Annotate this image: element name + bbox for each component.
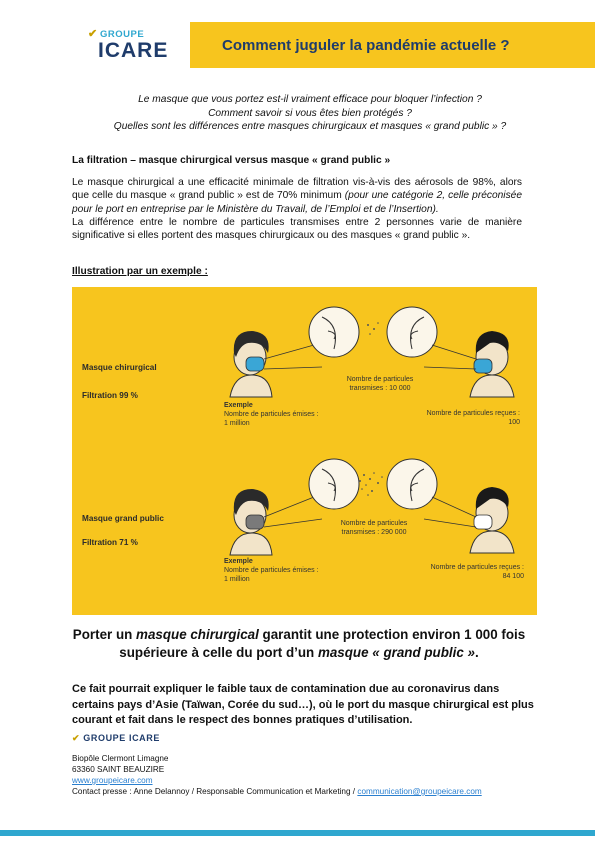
received-label: Nombre de particules reçues : [426, 410, 520, 417]
emitted-value: 1 million [224, 420, 250, 427]
received-value: 100 [508, 419, 520, 426]
example-label: Exemple [224, 558, 253, 565]
bottom-transmitted-label: Nombre de particules transmises : 290 000 [340, 520, 408, 536]
section-body [72, 176, 522, 242]
bottom-mask-label: Masque grand public [82, 514, 164, 523]
example-label: Exemple [224, 402, 253, 409]
bottom-zoom-circles [264, 459, 476, 527]
top-person-right [470, 331, 514, 397]
footer-logo-text: GROUPE ICARE [83, 733, 160, 743]
address-line-1: Biopôle Clermont Limagne [72, 754, 169, 763]
conclusion-text: . [474, 645, 479, 660]
intro-line: Le masque que vous portez est-il vraiment efficace pour bloquer l’infection ? [138, 94, 482, 105]
conclusion-italic: masque chirurgical [136, 627, 259, 642]
asia-note: Ce fait pourrait expliquer le faible taux de contamination due au coronavirus dans certains pays d’Asie (Taïwan, Corée du sud…), où le port du masque chirurgical est plus courant et fait dans le respect des bonnes pratiques d’utilisation. [72, 683, 534, 726]
company-logo [82, 22, 190, 68]
illustration-panel [72, 287, 537, 615]
footer-logo [72, 733, 160, 744]
emitted-label: Nombre de particules émises : [224, 567, 319, 574]
top-transmitted-label: Nombre de particules transmises : 10 000 [346, 376, 414, 392]
emitted-value: 1 million [224, 576, 250, 583]
top-zoom-circles [264, 307, 476, 369]
emitted-label: Nombre de particules émises : [224, 411, 319, 418]
top-example-block [224, 401, 319, 428]
section-title: La filtration – masque chirurgical versus masque « grand public » [72, 155, 391, 166]
bottom-bar [0, 830, 595, 836]
bottom-person-right [470, 487, 514, 553]
contact-prefix: Contact presse : Anne Delannoy / Responsable Communication et Marketing / [72, 787, 358, 796]
paragraph-2: La différence entre le nombre de particules transmises entre 2 personnes varie de manière significative si elles portent des masques chirurgicaux ou des masques « grand public ». [72, 216, 522, 242]
conclusion-text: garantit une protection environ 1 000 fois supérieure à celle du port d’un [119, 627, 526, 660]
top-mask-label: Masque chirurgical [82, 363, 157, 372]
page-header [0, 22, 595, 68]
footer-contact [72, 753, 482, 797]
top-filtration-label: Filtration 99 % [82, 391, 138, 400]
address-line-2: 63360 SAINT BEAUZIRE [72, 765, 165, 774]
conclusion-text: Porter un [72, 627, 137, 642]
conclusion-statement [62, 626, 536, 662]
logo-groupe-text: GROUPE [100, 29, 145, 40]
bottom-example-block [224, 557, 319, 584]
intro-line: Quelles sont les différences entre masques chirurgicaux et masques « grand public » ? [113, 121, 507, 132]
logo-check-icon: ✔ [88, 28, 98, 40]
paragraph-1 [72, 176, 522, 216]
intro-questions [60, 93, 560, 134]
website-link[interactable]: www.groupeicare.com [72, 776, 153, 785]
paragraph-italic-text: (pour une catégorie 2, celle préconisée pour le port en entreprise par le Ministère du Travail, de l’Emploi et de l’Insertion). [72, 190, 522, 215]
footer-logo-check-icon: ✔ [72, 733, 81, 743]
illustration-title: Illustration par un exemple : [72, 266, 208, 277]
paragraph-text: Le masque chirurgical a une efficacité minimale de filtration vis-à-vis des aérosols de 98%, alors que celle du masque « grand public » est de 70% minimum [72, 177, 522, 202]
top-received-block [412, 409, 520, 427]
received-value: 84 100 [502, 573, 524, 580]
intro-line: Comment savoir si vous êtes bien protégés ? [208, 107, 412, 119]
bottom-filtration-label: Filtration 71 % [82, 538, 138, 547]
logo-icare-text: ICARE [98, 39, 169, 62]
page-title: Comment juguler la pandémie actuelle ? [222, 37, 510, 54]
top-person-left [230, 331, 272, 397]
received-label: Nombre de particules reçues : [430, 564, 524, 571]
conclusion-italic: masque « grand public » [317, 645, 475, 660]
email-link[interactable]: communication@groupeicare.com [357, 787, 482, 796]
bottom-person-left [230, 489, 272, 555]
bottom-received-block [412, 563, 524, 581]
